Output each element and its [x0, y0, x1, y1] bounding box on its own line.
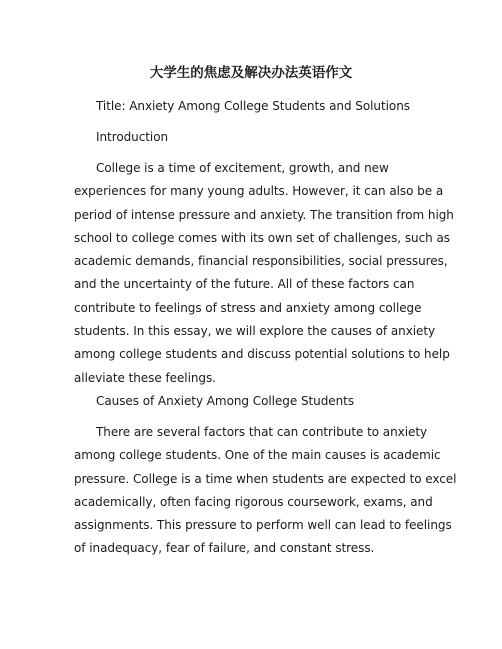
paragraph-line: students. In this essay, we will explore the causes of anxiety [74, 324, 436, 339]
causes-heading: Causes of Anxiety Among College Students [96, 394, 355, 408]
paragraph-line: academic demands, financial responsibilities, social pressures, [74, 254, 448, 269]
paragraph-line: pressure. College is a time when students are expected to excel [74, 471, 457, 486]
paragraph-line: school to college comes with its own set of challenges, such as [74, 230, 450, 245]
paragraph-line: College is a time of excitement, growth, and new [96, 161, 389, 175]
document-title: 大学生的焦虑及解决办法英语作文 [149, 65, 353, 81]
paragraph-line: and the uncertainty of the future. All of these factors can [74, 277, 415, 292]
paragraph-line: alleviate these feelings. [74, 370, 216, 385]
paragraph-line: experiences for many young adults. However, it can also be a [74, 184, 444, 199]
essay-title: Title: Anxiety Among College Students and Solutions [96, 99, 410, 113]
causes-paragraph [74, 421, 457, 561]
paragraph-line: There are several factors that can contribute to anxiety [96, 425, 428, 439]
paragraph-line: academically, often facing rigorous coursework, exams, and [74, 494, 433, 509]
paragraph-line: of inadequacy, fear of failure, and constant stress. [74, 541, 375, 556]
paragraph-line: assignments. This pressure to perform well can lead to feelings [74, 518, 452, 533]
introduction-heading: Introduction [96, 130, 169, 144]
paragraph-line: period of intense pressure and anxiety. The transition from high [74, 207, 454, 222]
paragraph-line: among college students. One of the main causes is academic [74, 448, 441, 463]
introduction-paragraph [74, 157, 454, 390]
paragraph-line: among college students and discuss potential solutions to help [74, 347, 450, 362]
paragraph-line: contribute to feelings of stress and anxiety among college [74, 300, 422, 315]
